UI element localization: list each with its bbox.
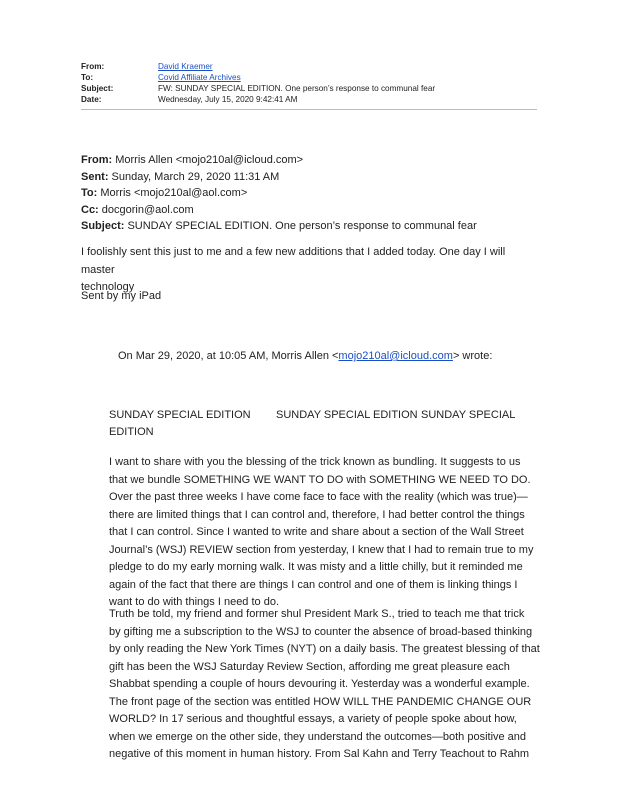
banner-part-4: EDITION [109, 426, 154, 438]
fwd-from-line [81, 152, 477, 169]
header-from-link[interactable]: David Kraemer [158, 62, 213, 71]
paragraph-line: when we emerge on the other side, they understand the outcomes—both positive and [109, 730, 527, 743]
header-date-value: Wednesday, July 15, 2020 9:42:41 AM [158, 95, 298, 104]
body-paragraph-2 [109, 606, 540, 764]
fwd-subject-value: SUNDAY SPECIAL EDITION. One person’s response to communal fear [124, 220, 477, 232]
special-edition-banner [109, 407, 519, 441]
header-date-label: Date: [81, 95, 102, 104]
fwd-to-line [81, 185, 477, 202]
header-subject-row [81, 83, 435, 94]
paragraph-line: negative of this moment in human history. From Sal Kahn and Terry Teachout to Rahm [109, 748, 530, 760]
paragraph-line: again of the fact that there are things I can control and one of them is linking things I [109, 578, 518, 591]
fwd-cc-label: Cc: [81, 203, 99, 216]
quote-outro-text: > wrote: [452, 350, 493, 362]
quote-intro [118, 348, 492, 365]
fwd-to-label: To: [81, 187, 98, 199]
fwd-sent-line [81, 169, 477, 186]
header-date-row [81, 94, 435, 105]
header-from-row [81, 61, 435, 72]
fwd-cc-value: docgorin@aol.com [98, 203, 194, 216]
paragraph-line: The front page of the section was entitled HOW WILL THE PANDEMIC CHANGE OUR [109, 695, 532, 708]
fwd-from-value: Morris Allen <mojo210al@icloud.com> [112, 154, 304, 166]
quote-email-link[interactable]: mojo210al@icloud.com [338, 350, 453, 362]
header-divider [81, 109, 537, 110]
header-subject-label: Subject: [81, 84, 114, 93]
banner-line-1 [109, 407, 519, 424]
quote-intro-text: On Mar 29, 2020, at 10:05 AM, Morris Allen < [118, 350, 339, 362]
body-paragraph-1 [109, 454, 534, 612]
paragraph-line: Truth be told, my friend and former shul President Mark S., tried to teach me that trick [109, 608, 525, 620]
paragraph-line: WORLD? In 17 serious and thoughtful essays, a variety of people spoke about how, [109, 713, 517, 725]
forwarded-meta [81, 152, 477, 235]
paragraph-line: gift has been the WSJ Saturday Review Section, affording me great pleasure each [109, 660, 510, 673]
fwd-subject-label: Subject: [81, 220, 125, 232]
paragraph-line: by gifting me a subscription to the WSJ to counter the absence of broad-based thinking [109, 625, 533, 638]
paragraph-line: by only reading the New York Times (NYT) on a daily basis. The greatest blessing of that [109, 643, 540, 655]
header-to-link[interactable]: Covid Affiliate Archives [158, 73, 241, 82]
fwd-to-value: Morris <mojo210al@aol.com> [97, 187, 248, 199]
header-to-label: To: [81, 73, 94, 82]
fwd-cc-line [81, 202, 477, 219]
paragraph-line: want to do with things I need to do. [109, 596, 280, 608]
email-header [81, 61, 435, 105]
message-line-1: I foolishly sent this just to me and a few new additions that I added today. One day I will master [81, 246, 506, 276]
fwd-sent-value: Sunday, March 29, 2020 11:31 AM [108, 170, 280, 183]
fwd-sent-label: Sent: [81, 170, 109, 183]
fwd-subject-line [81, 218, 477, 235]
banner-part-3: SUNDAY SPECIAL [421, 409, 516, 421]
fwd-from-label: From: [81, 154, 113, 166]
paragraph-line: I want to share with you the blessing of the trick known as bundling. It suggests to us [109, 456, 521, 468]
banner-part-1: SUNDAY SPECIAL EDITION [109, 409, 251, 421]
header-from-label: From: [81, 62, 105, 71]
paragraph-line: Over the past three weeks I have come face to face with the reality (which was true)— [109, 491, 528, 503]
paragraph-line: Shabbat spending a couple of hours devouring it. Yesterday was a wonderful example. [109, 678, 530, 690]
banner-part-2: SUNDAY SPECIAL EDITION [276, 409, 418, 421]
header-to-row [81, 72, 435, 83]
message-line-2: technology [81, 281, 135, 293]
paragraph-line: that I can control. Since I wanted to write and share about a section of the Wall Street [109, 526, 524, 538]
paragraph-line: there are limited things that I can control and, therefore, I had better control the things [109, 508, 525, 521]
header-subject-value: FW: SUNDAY SPECIAL EDITION. One person’s response to communal fear [158, 84, 436, 93]
signature: Sent by my iPad [81, 290, 162, 302]
paragraph-line: Journal’s (WSJ) REVIEW section from yesterday, I knew that I had to remain true to my [109, 543, 534, 556]
paragraph-line: pledge to do my early morning walk. It was misty and a little chilly, but it reminded me [109, 561, 523, 573]
paragraph-line: that we bundle SOMETHING WE WANT TO DO with SOMETHING WE NEED TO DO. [109, 473, 531, 486]
